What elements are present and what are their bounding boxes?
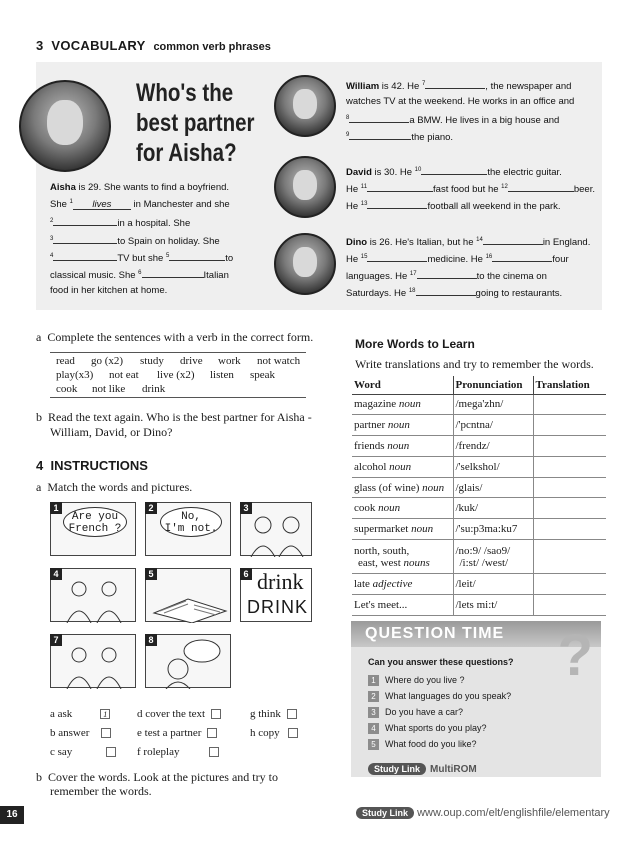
table-row: Let's meet... /lets mi:t/ <box>352 594 606 615</box>
aisha-photo <box>19 80 111 172</box>
word: live (x2) <box>157 369 195 381</box>
word: speak <box>250 369 276 381</box>
word: work <box>218 355 241 367</box>
exercise-a: a Complete the sentences with a verb in the correct form. <box>36 330 314 344</box>
translation-cell[interactable] <box>533 436 606 457</box>
picture-8: 8 <box>145 634 231 688</box>
question-item: 4 What sports do you play? <box>368 723 487 734</box>
question-time-box <box>351 621 601 777</box>
picture-2: 2 No, I'm not. <box>145 502 231 556</box>
match-item: a ask 1 <box>50 708 110 720</box>
table-row: friends noun /frendz/ <box>352 436 606 457</box>
word: cook <box>56 383 78 395</box>
picture-4: 4 <box>50 568 136 622</box>
multirom-label: MultiROM <box>430 764 477 775</box>
picture-6: 6 drink DRINK <box>240 568 312 622</box>
table-row: glass (of wine) noun /glais/ <box>352 477 606 498</box>
picture-5: 5 <box>145 568 231 622</box>
section-title: VOCABULARY <box>51 38 146 53</box>
match-item: b answer <box>50 727 111 739</box>
exercise-4a: a Match the words and pictures. <box>36 480 193 494</box>
word: study <box>140 355 164 367</box>
david-photo <box>274 156 336 218</box>
table-row: late adjective /leit/ <box>352 574 606 595</box>
table-row: magazine noun /mega'zhn/ <box>352 394 606 415</box>
section-subtitle: common verb phrases <box>153 41 271 53</box>
study-link-badge[interactable]: Study Link <box>368 763 426 775</box>
translation-cell[interactable] <box>533 594 606 615</box>
dino-photo <box>274 233 336 295</box>
headline-line: best partner <box>136 109 255 137</box>
more-words-title: More Words to Learn <box>355 337 475 351</box>
picture-3: 3 <box>240 502 312 556</box>
question-item: 5 What food do you like? <box>368 739 477 750</box>
answer-box[interactable] <box>211 709 221 719</box>
footer-url[interactable]: www.oup.com/elt/englishfile/elementary <box>417 807 610 819</box>
translation-cell[interactable] <box>533 456 606 477</box>
word: read <box>56 355 75 367</box>
column-header: Pronunciation <box>453 376 533 394</box>
book-illustration <box>146 569 232 623</box>
thinking-person-illustration <box>146 635 232 689</box>
section-heading: 4 INSTRUCTIONS <box>36 458 148 473</box>
question-prompt: Can you answer these questions? <box>368 657 514 667</box>
page-number: 16 <box>0 806 24 824</box>
footer <box>356 807 610 819</box>
picture-7: 7 <box>50 634 136 688</box>
word: not eat <box>109 369 139 381</box>
picture-word: drink <box>257 569 304 594</box>
column-header: Translation <box>533 376 606 394</box>
translation-cell[interactable] <box>533 477 606 498</box>
section-number: 3 <box>36 38 44 53</box>
table-row: supermarket noun /'su:p3ma:ku7 <box>352 519 606 540</box>
vocabulary-table <box>352 376 606 616</box>
answer-box[interactable] <box>209 747 219 757</box>
word: listen <box>210 369 234 381</box>
study-link-badge[interactable]: Study Link <box>356 807 414 819</box>
translation-cell[interactable] <box>533 394 606 415</box>
answer-box[interactable] <box>101 728 111 738</box>
more-words-subtitle: Write translations and try to remember the words. <box>355 357 594 371</box>
answer-box[interactable] <box>287 709 297 719</box>
answer-box[interactable] <box>207 728 217 738</box>
word: play(x3) <box>56 369 94 381</box>
table-row: north, south, east, west nouns /no:9/ /sao9/ /i:st/ /west/ <box>352 540 606 574</box>
match-item: h copy <box>250 727 298 739</box>
match-item: f roleplay <box>137 746 219 758</box>
question-item: 3 Do you have a car? <box>368 707 463 718</box>
word: go (x2) <box>91 355 124 367</box>
exercise-4b: b Cover the words. Look at the pictures and try to remember the words. <box>36 770 278 798</box>
question-item: 1 Where do you live ? <box>368 675 465 686</box>
translation-cell[interactable] <box>533 415 606 436</box>
translation-cell[interactable] <box>533 519 606 540</box>
example-answer: lives <box>73 199 131 210</box>
two-people-illustration <box>51 569 137 623</box>
translation-cell[interactable] <box>533 498 606 519</box>
speech-bubble: Are you French ? <box>63 507 127 537</box>
match-item: d cover the text <box>137 708 221 720</box>
translation-cell[interactable] <box>533 540 606 574</box>
study-link-row <box>368 759 477 777</box>
section-heading <box>36 38 271 53</box>
word-box <box>50 352 306 398</box>
match-item: c say <box>50 746 116 758</box>
match-item: e test a partner <box>137 727 217 739</box>
word: drive <box>180 355 203 367</box>
two-people-illustration <box>51 635 137 689</box>
question-item: 2 What languages do you speak? <box>368 691 511 702</box>
word: not like <box>92 383 126 395</box>
answer-box[interactable] <box>106 747 116 757</box>
headline <box>136 78 254 168</box>
table-row: partner noun /'pcntna/ <box>352 415 606 436</box>
column-header: Word <box>352 376 453 394</box>
answer-box[interactable]: 1 <box>100 709 110 719</box>
headline-line: Who's the <box>136 79 234 107</box>
table-row: cook noun /kuk/ <box>352 498 606 519</box>
question-mark-icon: ? <box>557 623 593 688</box>
exercise-b: b Read the text again. Who is the best partner for Aisha - William, David, or Dino? <box>36 410 312 439</box>
question-time-title: QUESTION TIME <box>351 621 601 647</box>
william-photo <box>274 75 336 137</box>
word: not watch <box>257 355 301 367</box>
answer-box[interactable] <box>288 728 298 738</box>
translation-cell[interactable] <box>533 574 606 595</box>
word: drink <box>142 383 166 395</box>
picture-1: 1 Are you French ? <box>50 502 136 556</box>
table-row: alcohol noun /'selkshol/ <box>352 456 606 477</box>
picture-word: DRINK <box>247 597 309 617</box>
match-item: g think <box>250 708 297 720</box>
headline-line: for Aisha? <box>136 139 237 167</box>
speech-bubble: No, I'm not. <box>160 507 222 537</box>
